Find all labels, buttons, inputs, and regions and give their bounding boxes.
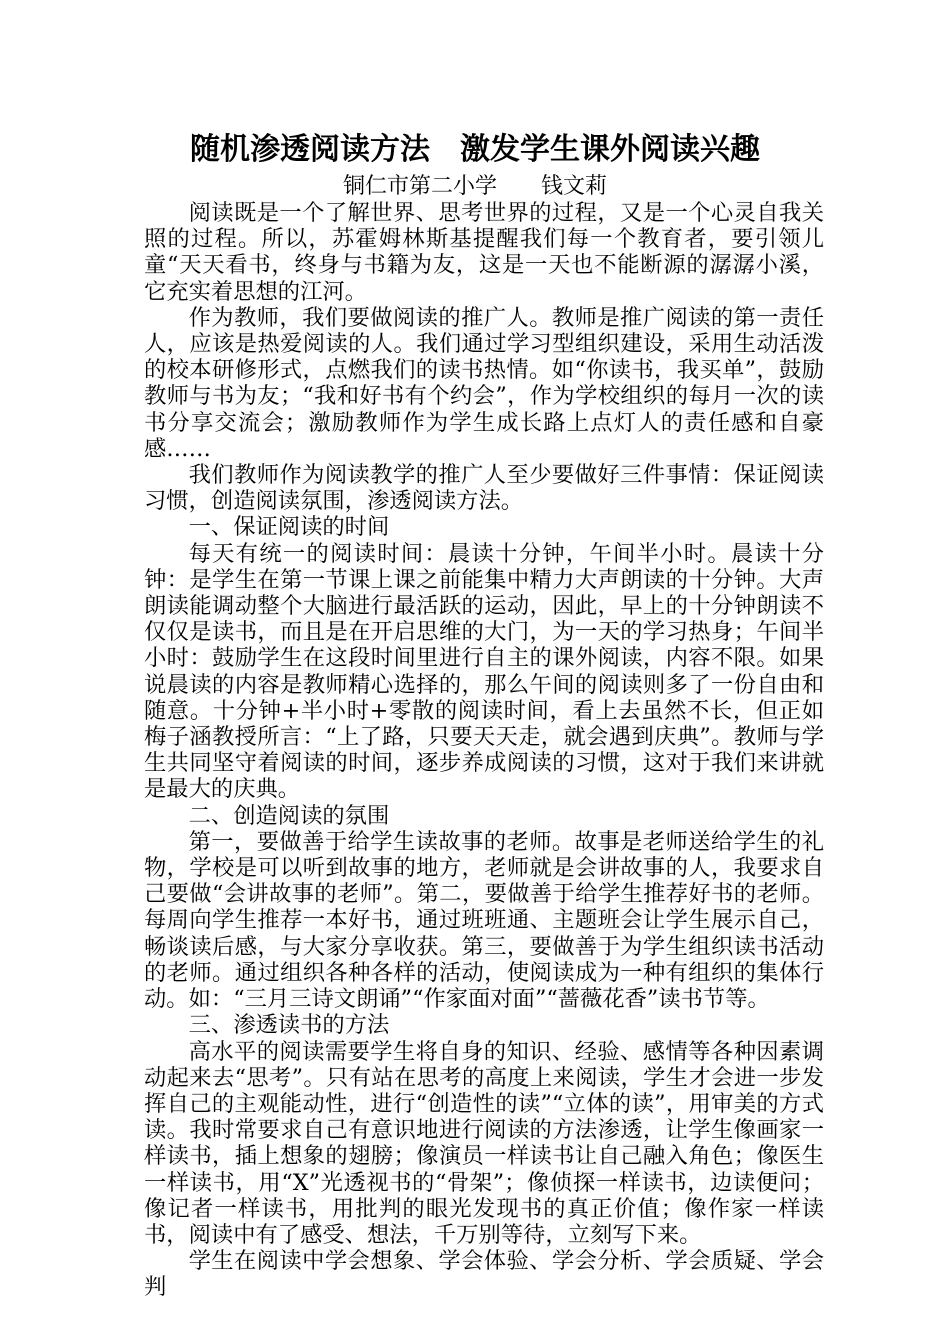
paragraph-final: 学生在阅读中学会想象、学会体验、学会分析、学会质疑、学会判	[144, 1248, 824, 1301]
section-heading-3: 三、渗透读书的方法	[188, 1012, 390, 1039]
paragraph-teacher-role: 作为教师，我们要做阅读的推广人。教师是推广阅读的第一责任人，应该是热爱阅读的人。我们通过学习型组织建设，采用生动活泼的校本研修形式，点燃我们的读书热情。如“你读书，我买单”，鼓励教师与书为友；“我和好书有个约会”，作为学校组织的每月一次的读书分享交流会；激励教师作为学生成长路上点灯人的责任感和自豪感……	[144, 304, 824, 462]
author-line: 铜仁市第二小学 钱文莉	[342, 174, 607, 199]
document-title: 随机渗透阅读方法 激发学生课外阅读兴趣	[190, 132, 760, 167]
paragraph-reading-time: 每天有统一的阅读时间：晨读十分钟，午间半小时。晨读十分钟：是学生在第一节课上课之前能集中精力大声朗读的十分钟。大声朗读能调动整个大脑进行最活跃的运动，因此，早上的十分钟朗读不仅仅是读书，而且是在开启思维的大门，为一天的学习热身；午间半小时：鼓励学生在这段时间里进行自主的课外阅读，内容不限。如果说晨读的内容是教师精心选择的，那么午间的阅读则多了一份自由和随意。十分钟+半小时+零散的阅读时间，看上去虽然不长，但正如梅子涵教授所言：“上了路，只要天天走，就会遇到庆典”。教师与学生共同坚守着阅读的时间，逐步养成阅读的习惯，这对于我们来讲就是最大的庆典。	[144, 540, 824, 803]
paragraph-reading-methods: 高水平的阅读需要学生将自身的知识、经验、感情等各种因素调动起来去“思考”。只有站在思考的高度上来阅读，学生才会进一步发挥自己的主观能动性，进行“创造性的读”“立体的读”，用审美的方式读。我时常要求自己有意识地进行阅读的方法渗透，让学生像画家一样读书，插上想象的翅膀；像演员一样读书让自己融入角色；像医生一样读书，用“X”光透视书的“骨架”；像侦探一样读书，边读便问；像记者一样读书，用批判的眼光发现书的真正价值；像作家一样读书，阅读中有了感受、想法，千万别等待，立刻写下来。	[144, 1038, 824, 1248]
section-heading-2: 二、创造阅读的氛围	[188, 802, 390, 829]
document-body	[144, 200, 824, 1301]
section-heading-1: 一、保证阅读的时间	[188, 514, 390, 541]
paragraph-intro: 阅读既是一个了解世界、思考世界的过程，又是一个心灵自我关照的过程。所以，苏霍姆林斯基提醒我们每一个教育者，要引领儿童“天天看书，终身与书籍为友，这是一天也不能断源的潺潺小溪，它充实着思想的江河。	[144, 200, 824, 305]
paragraph-three-things: 我们教师作为阅读教学的推广人至少要做好三件事情：保证阅读习惯，创造阅读氛围，渗透阅读方法。	[144, 462, 824, 515]
paragraph-reading-atmosphere: 第一，要做善于给学生读故事的老师。故事是老师送给学生的礼物，学校是可以听到故事的地方，老师就是会讲故事的人，我要求自己要做“会讲故事的老师”。第二，要做善于给学生推荐好书的老师。每周向学生推荐一本好书，通过班班通、主题班会让学生展示自己，畅谈读后感，与大家分享收获。第三，要做善于为学生组织读书活动的老师。通过组织各种各样的活动，使阅读成为一种有组织的集体行动。如：“三月三诗文朗诵”“作家面对面”“蔷薇花香”读书节等。	[144, 828, 824, 1013]
